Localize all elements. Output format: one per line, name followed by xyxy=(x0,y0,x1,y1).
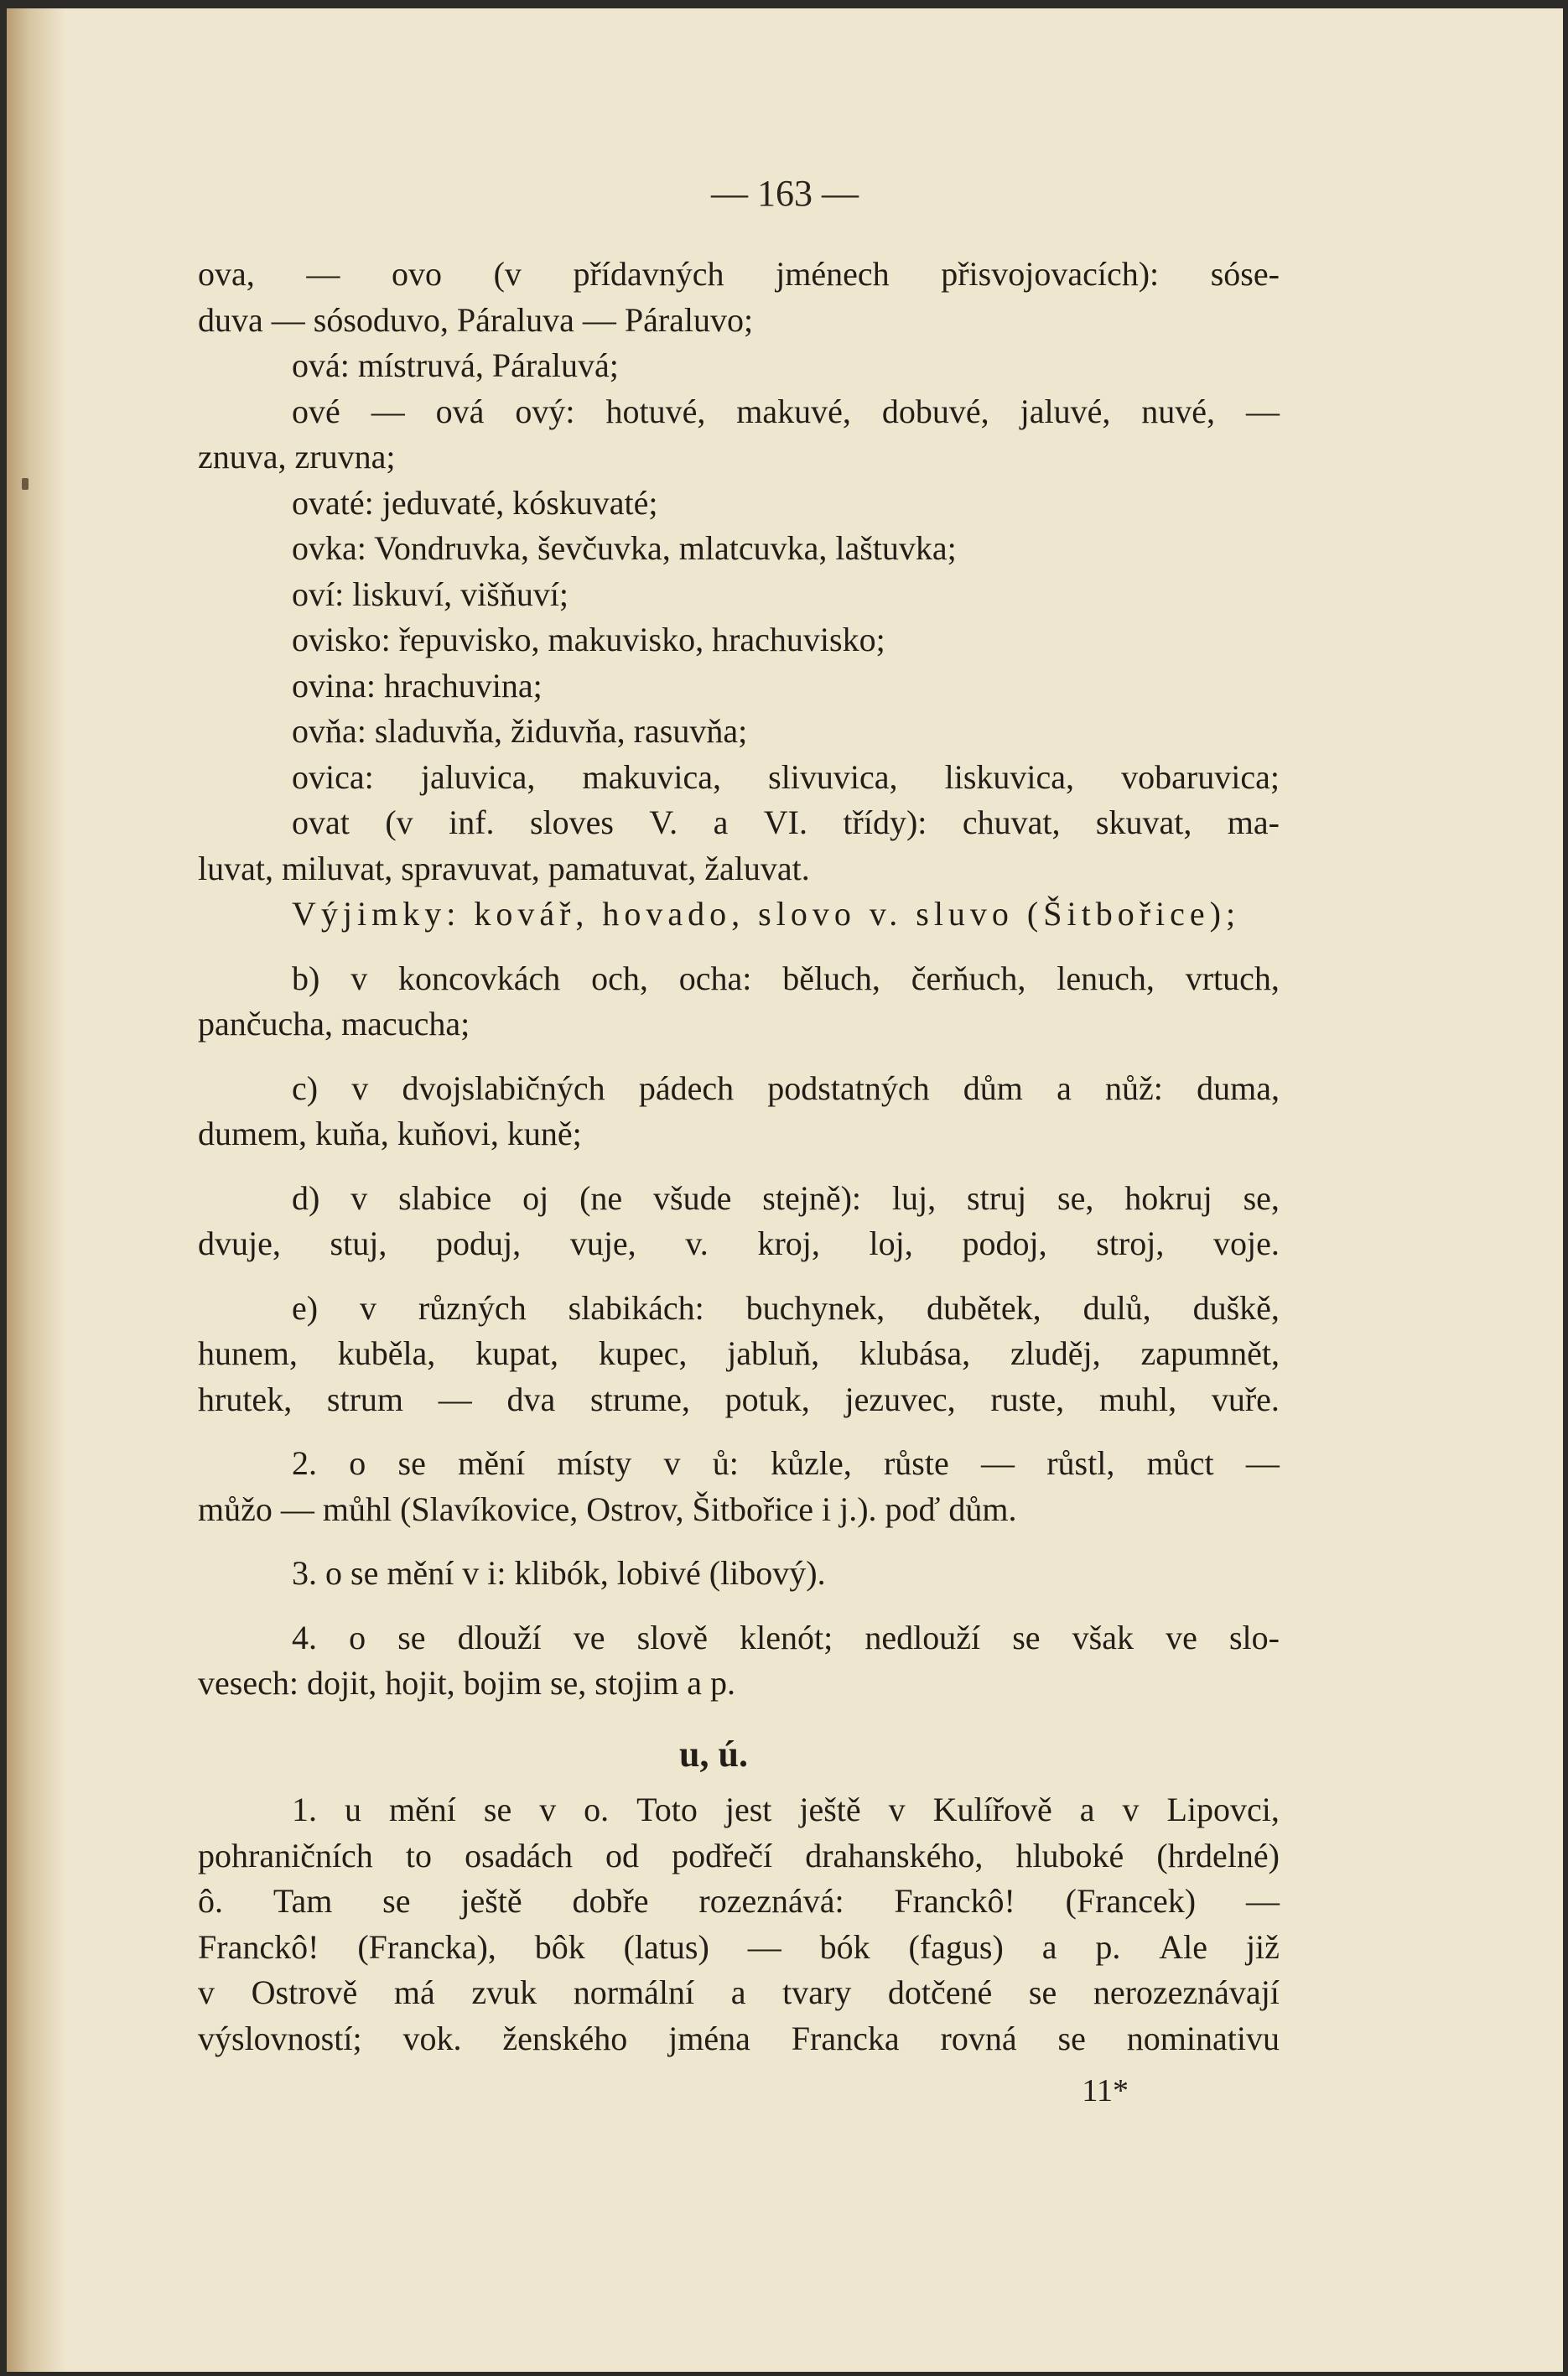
text-line: oví: liskuví, višňuví; xyxy=(292,575,569,613)
text-line: ovňa: sladuvňa, židuvňa, rasuvňa; xyxy=(292,712,748,750)
signature-mark: 11* xyxy=(1082,2073,1129,2108)
text-line: můžo — můhl (Slavíkovice, Ostrov, Šitbořice i j.). poď dům. xyxy=(198,1490,1017,1528)
text-line: v Ostrově má zvuk normální a tvary dotčené se nerozeznávají xyxy=(198,1973,1280,2011)
text-line: Franckô! (Francka), bôk (latus) — bók (fagus) a p. Ale již xyxy=(198,1927,1280,1966)
ink-mark xyxy=(22,478,29,490)
text-line: 1. u mění se v o. Toto jest ještě v Kulířově a v Lipovci, xyxy=(292,1791,1280,1828)
text-line: pohraničních to osadách od podřečí drahanského, hluboké (hrdelné) xyxy=(198,1836,1280,1874)
text-line: e) v různých slabikách: buchynek, dubětek, dulů, duškě, xyxy=(292,1288,1280,1327)
text-line: ovina: hrachuvina; xyxy=(292,666,543,704)
text-line: výslovností; vok. ženského jména Francka rovná se nominativu xyxy=(198,2019,1280,2057)
text-line: Výjimky: kovář, hovado, slovo v. sluvo (Šitbořice); xyxy=(292,895,1241,933)
text-line: ovisko: řepuvisko, makuvisko, hrachuvisko; xyxy=(292,621,885,658)
text-line: dvuje, stuj, poduj, vuje, v. kroj, loj, podoj, stroj, voje. xyxy=(198,1224,1280,1262)
text-line: znuva, zruvna; xyxy=(198,438,396,476)
text-line: ovica: jaluvica, makuvica, slivuvica, liskuvica, vobaruvica; xyxy=(292,757,1280,796)
text-line: ovaté: jeduvaté, kóskuvaté; xyxy=(292,483,658,522)
text-line: hunem, kuběla, kupat, kupec, jabluň, klubása, zluděj, zapumnět, xyxy=(198,1334,1280,1372)
text-line: 4. o se dlouží ve slově klenót; nedlouží se však ve slo- xyxy=(292,1618,1280,1656)
text-line: luvat, miluvat, spravuvat, pamatuvat, žaluvat. xyxy=(198,849,810,887)
text-line: vesech: dojit, hojit, bojim se, stojim a p. xyxy=(198,1664,736,1702)
text-line: ovka: Vondruvka, ševčuvka, mlatcuvka, laštuvka; xyxy=(292,529,957,567)
page-number: — 163 — xyxy=(711,173,859,214)
text-line: duva — sósoduvo, Páraluva — Páraluvo; xyxy=(198,300,754,339)
page-edge-shadow xyxy=(7,8,65,2372)
book-page xyxy=(7,8,1563,2372)
text-line: c) v dvojslabičných pádech podstatných dům a nůž: duma, xyxy=(292,1068,1280,1107)
text-line: pančucha, macucha; xyxy=(198,1005,470,1042)
page-body xyxy=(198,252,1280,2114)
text-line: ova, — ovo (v přídavných jménech přisvojovacích): sóse- xyxy=(198,255,1280,293)
text-line: d) v slabice oj (ne všude stejně): luj, struj se, hokruj se, xyxy=(292,1178,1280,1217)
text-line: ové — ová ový: hotuvé, makuvé, dobuvé, jaluvé, nuvé, — xyxy=(292,392,1280,430)
section-heading: u, ú. xyxy=(679,1733,748,1775)
text-line: ovat (v inf. sloves V. a VI. třídy): chuvat, skuvat, ma- xyxy=(292,803,1280,841)
text-line: ová: místruvá, Páraluvá; xyxy=(292,346,619,384)
text-line: 3. o se mění v i: klibók, lobivé (libový). xyxy=(292,1554,826,1592)
text-line: dumem, kuňa, kuňovi, kuně; xyxy=(198,1115,582,1152)
text-line: 2. o se mění místy v ů: kůzle, růste — růstl, můct — xyxy=(292,1444,1280,1482)
text-line: hrutek, strum — dva strume, potuk, jezuvec, ruste, muhl, vuře. xyxy=(198,1380,1280,1418)
text-line: ô. Tam se ještě dobře rozeznává: Franckô! (Francek) — xyxy=(198,1882,1280,1920)
text-line: b) v koncovkách och, ocha: běluch, čerňuch, lenuch, vrtuch, xyxy=(292,959,1280,997)
